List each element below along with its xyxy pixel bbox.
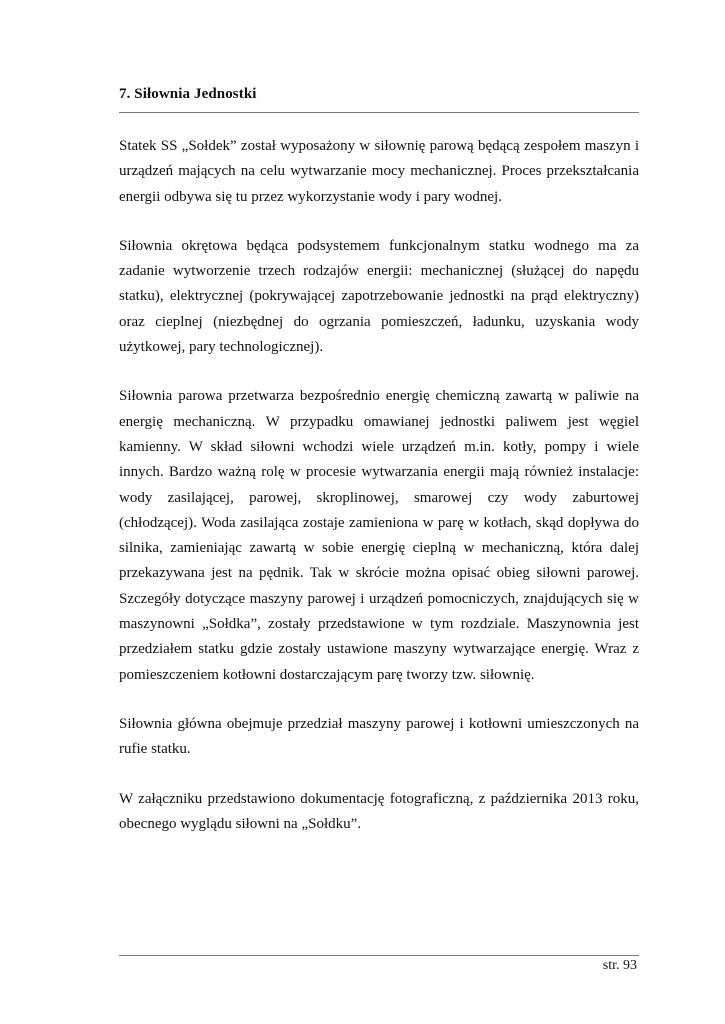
paragraph: Siłownia okrętowa będąca podsystemem funkcjonalnym statku wodnego ma za zadanie wytworzenie trzech rodzajów energii: mechanicznej (służącej do napędu statku), elektrycznej (pokrywającej zapotrzebowanie jednostki na prąd elektryczny) oraz cieplnej (niezbędnej do ogrzania pomieszczeń, ładunku, uzyskania wody użytkowej, pary technologicznej).	[119, 237, 639, 356]
footer-divider	[119, 955, 639, 956]
paragraph: W załączniku przedstawiono dokumentację fotograficzną, z października 2013 roku, obecnego wyglądu siłowni na „Sołdku”.	[119, 790, 639, 832]
page-number: str. 93	[602, 958, 637, 973]
body-text	[119, 134, 639, 861]
section-heading: 7. Siłownia Jednostki	[119, 86, 257, 102]
paragraph: Statek SS „Sołdek” został wyposażony w siłownię parową będącą zespołem maszyn i urządzeń mających na celu wytwarzanie mocy mechanicznej. Proces przekształcania energii odbywa się tu przez wykorzystanie wody i pary wodnej.	[119, 138, 639, 205]
paragraph: Siłownia główna obejmuje przedział maszyny parowej i kotłowni umieszczonych na rufie statku.	[119, 715, 639, 758]
header-divider	[119, 112, 639, 113]
paragraph: Siłownia parowa przetwarza bezpośrednio energię chemiczną zawartą w paliwie na energię mechaniczną. W przypadku omawianej jednostki paliwem jest węgiel kamienny. W skład siłowni wchodzi wiele urządzeń m.in. kotły, pompy i wiele innych. Bardzo ważną rolę w procesie wytwarzania energii mają również instalacje: wody zasilającej, parowej, skroplinowej, smarowej czy wody zaburtowej (chłodzącej). Woda zasilająca zostaje zamieniona w parę w kotłach, skąd dopływa do silnika, zamieniając zawartą w sobie energię cieplną w mechaniczną, która dalej przekazywana jest na pędnik. Tak w skrócie można opisać obieg siłowni parowej. Szczegóły dotyczące maszyny parowej i urządzeń pomocniczych, znajdujących się w maszynowni „Sołdka”, zostały przedstawione w tym rozdziale. Maszynownia jest przedziałem statku gdzie zostały ustawione maszyny wytwarzające energię. Wraz z pomieszczeniem kotłowni dostarczającym parę tworzy tzw. siłownię.	[119, 388, 639, 683]
